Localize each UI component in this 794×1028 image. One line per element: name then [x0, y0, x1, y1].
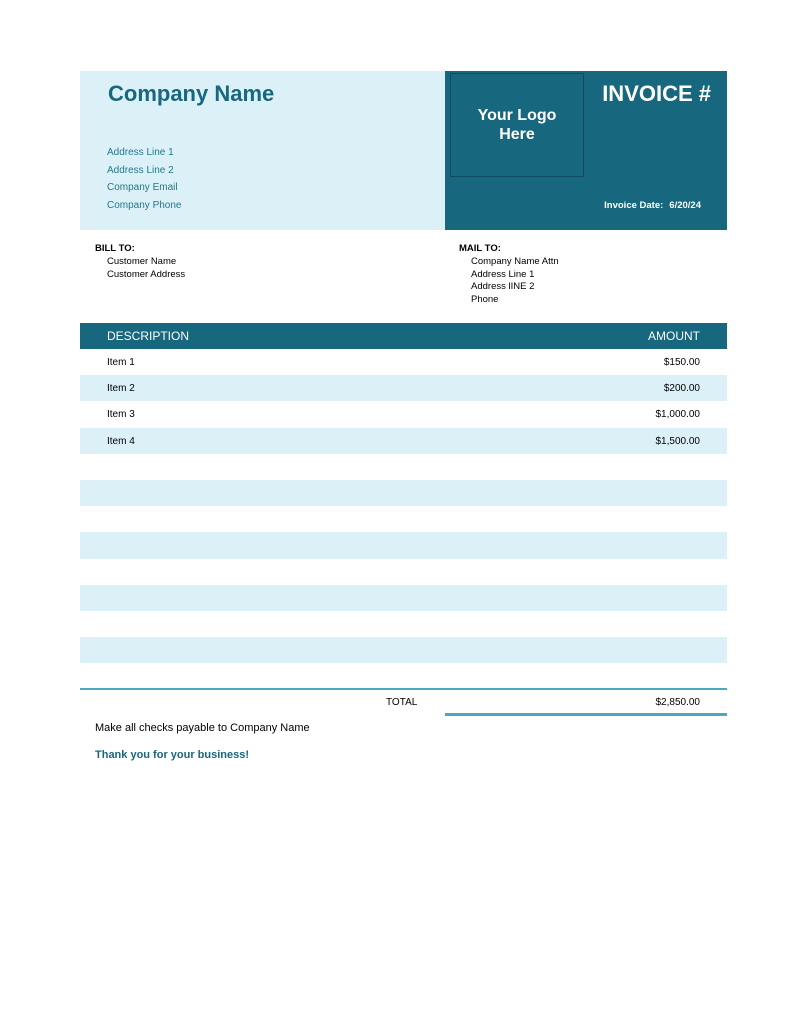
table-row — [80, 401, 727, 427]
checks-payable-note: Make all checks payable to Company Name — [95, 722, 310, 734]
table-row — [80, 480, 727, 506]
row-amount: $1,000.00 — [655, 409, 700, 421]
row-description: Item 3 — [107, 409, 135, 421]
company-address-line-1: Address Line 1 — [107, 147, 174, 158]
table-row — [80, 428, 727, 454]
total-underline — [445, 713, 727, 716]
logo-text-line-1: Your Logo — [477, 107, 557, 124]
table-row — [80, 663, 727, 689]
mail-to-address-line-1: Address Line 1 — [471, 268, 535, 280]
company-panel — [80, 71, 445, 230]
table-row — [80, 454, 727, 480]
row-amount: $150.00 — [663, 357, 700, 368]
total-value: $2,850.00 — [655, 697, 700, 708]
row-description: Item 4 — [107, 435, 135, 447]
company-phone: Company Phone — [107, 199, 182, 211]
column-header-amount: AMOUNT — [648, 329, 700, 343]
row-amount: $200.00 — [663, 383, 700, 395]
logo-text-line-2: Here — [499, 126, 535, 143]
row-description: Item 1 — [107, 357, 135, 368]
bill-to-customer-name: Customer Name — [107, 256, 177, 267]
logo-placeholder — [450, 73, 584, 177]
bill-to-customer-address: Customer Address — [107, 268, 186, 280]
mail-to-label: MAIL TO: — [459, 243, 501, 254]
row-amount: $1,500.00 — [655, 435, 700, 447]
total-label: TOTAL — [386, 697, 418, 708]
row-description: Item 2 — [107, 383, 135, 395]
table-row — [80, 637, 727, 663]
mail-to-company-attn: Company Name Attn — [471, 256, 559, 267]
invoice-panel — [445, 71, 727, 230]
invoice-header — [80, 71, 727, 230]
column-header-description: DESCRIPTION — [107, 329, 190, 343]
company-name: Company Name — [108, 81, 275, 106]
invoice-date-value: 6/20/24 — [669, 200, 701, 211]
table-header — [80, 323, 727, 349]
table-row — [80, 375, 727, 401]
table-row — [80, 559, 727, 585]
table-row — [80, 585, 727, 611]
table-row — [80, 349, 727, 375]
bill-to-block — [95, 243, 185, 281]
mail-to-block — [459, 243, 559, 306]
bill-to-label: BILL TO: — [95, 243, 135, 254]
thank-you-note: Thank you for your business! — [95, 749, 250, 761]
mail-to-address-line-2: Address lINE 2 — [471, 281, 535, 292]
mail-to-phone: Phone — [471, 293, 499, 305]
table-row — [80, 506, 727, 532]
line-items-table — [80, 323, 727, 689]
company-address-line-2: Address Line 2 — [107, 164, 174, 176]
company-details — [107, 147, 182, 217]
table-row — [80, 532, 727, 558]
invoice-date-label: Invoice Date: — [604, 200, 664, 211]
company-email: Company Email — [107, 182, 178, 193]
invoice-date — [604, 200, 701, 211]
total-divider — [80, 688, 727, 690]
invoice-title: INVOICE # — [602, 81, 711, 106]
table-row — [80, 611, 727, 637]
